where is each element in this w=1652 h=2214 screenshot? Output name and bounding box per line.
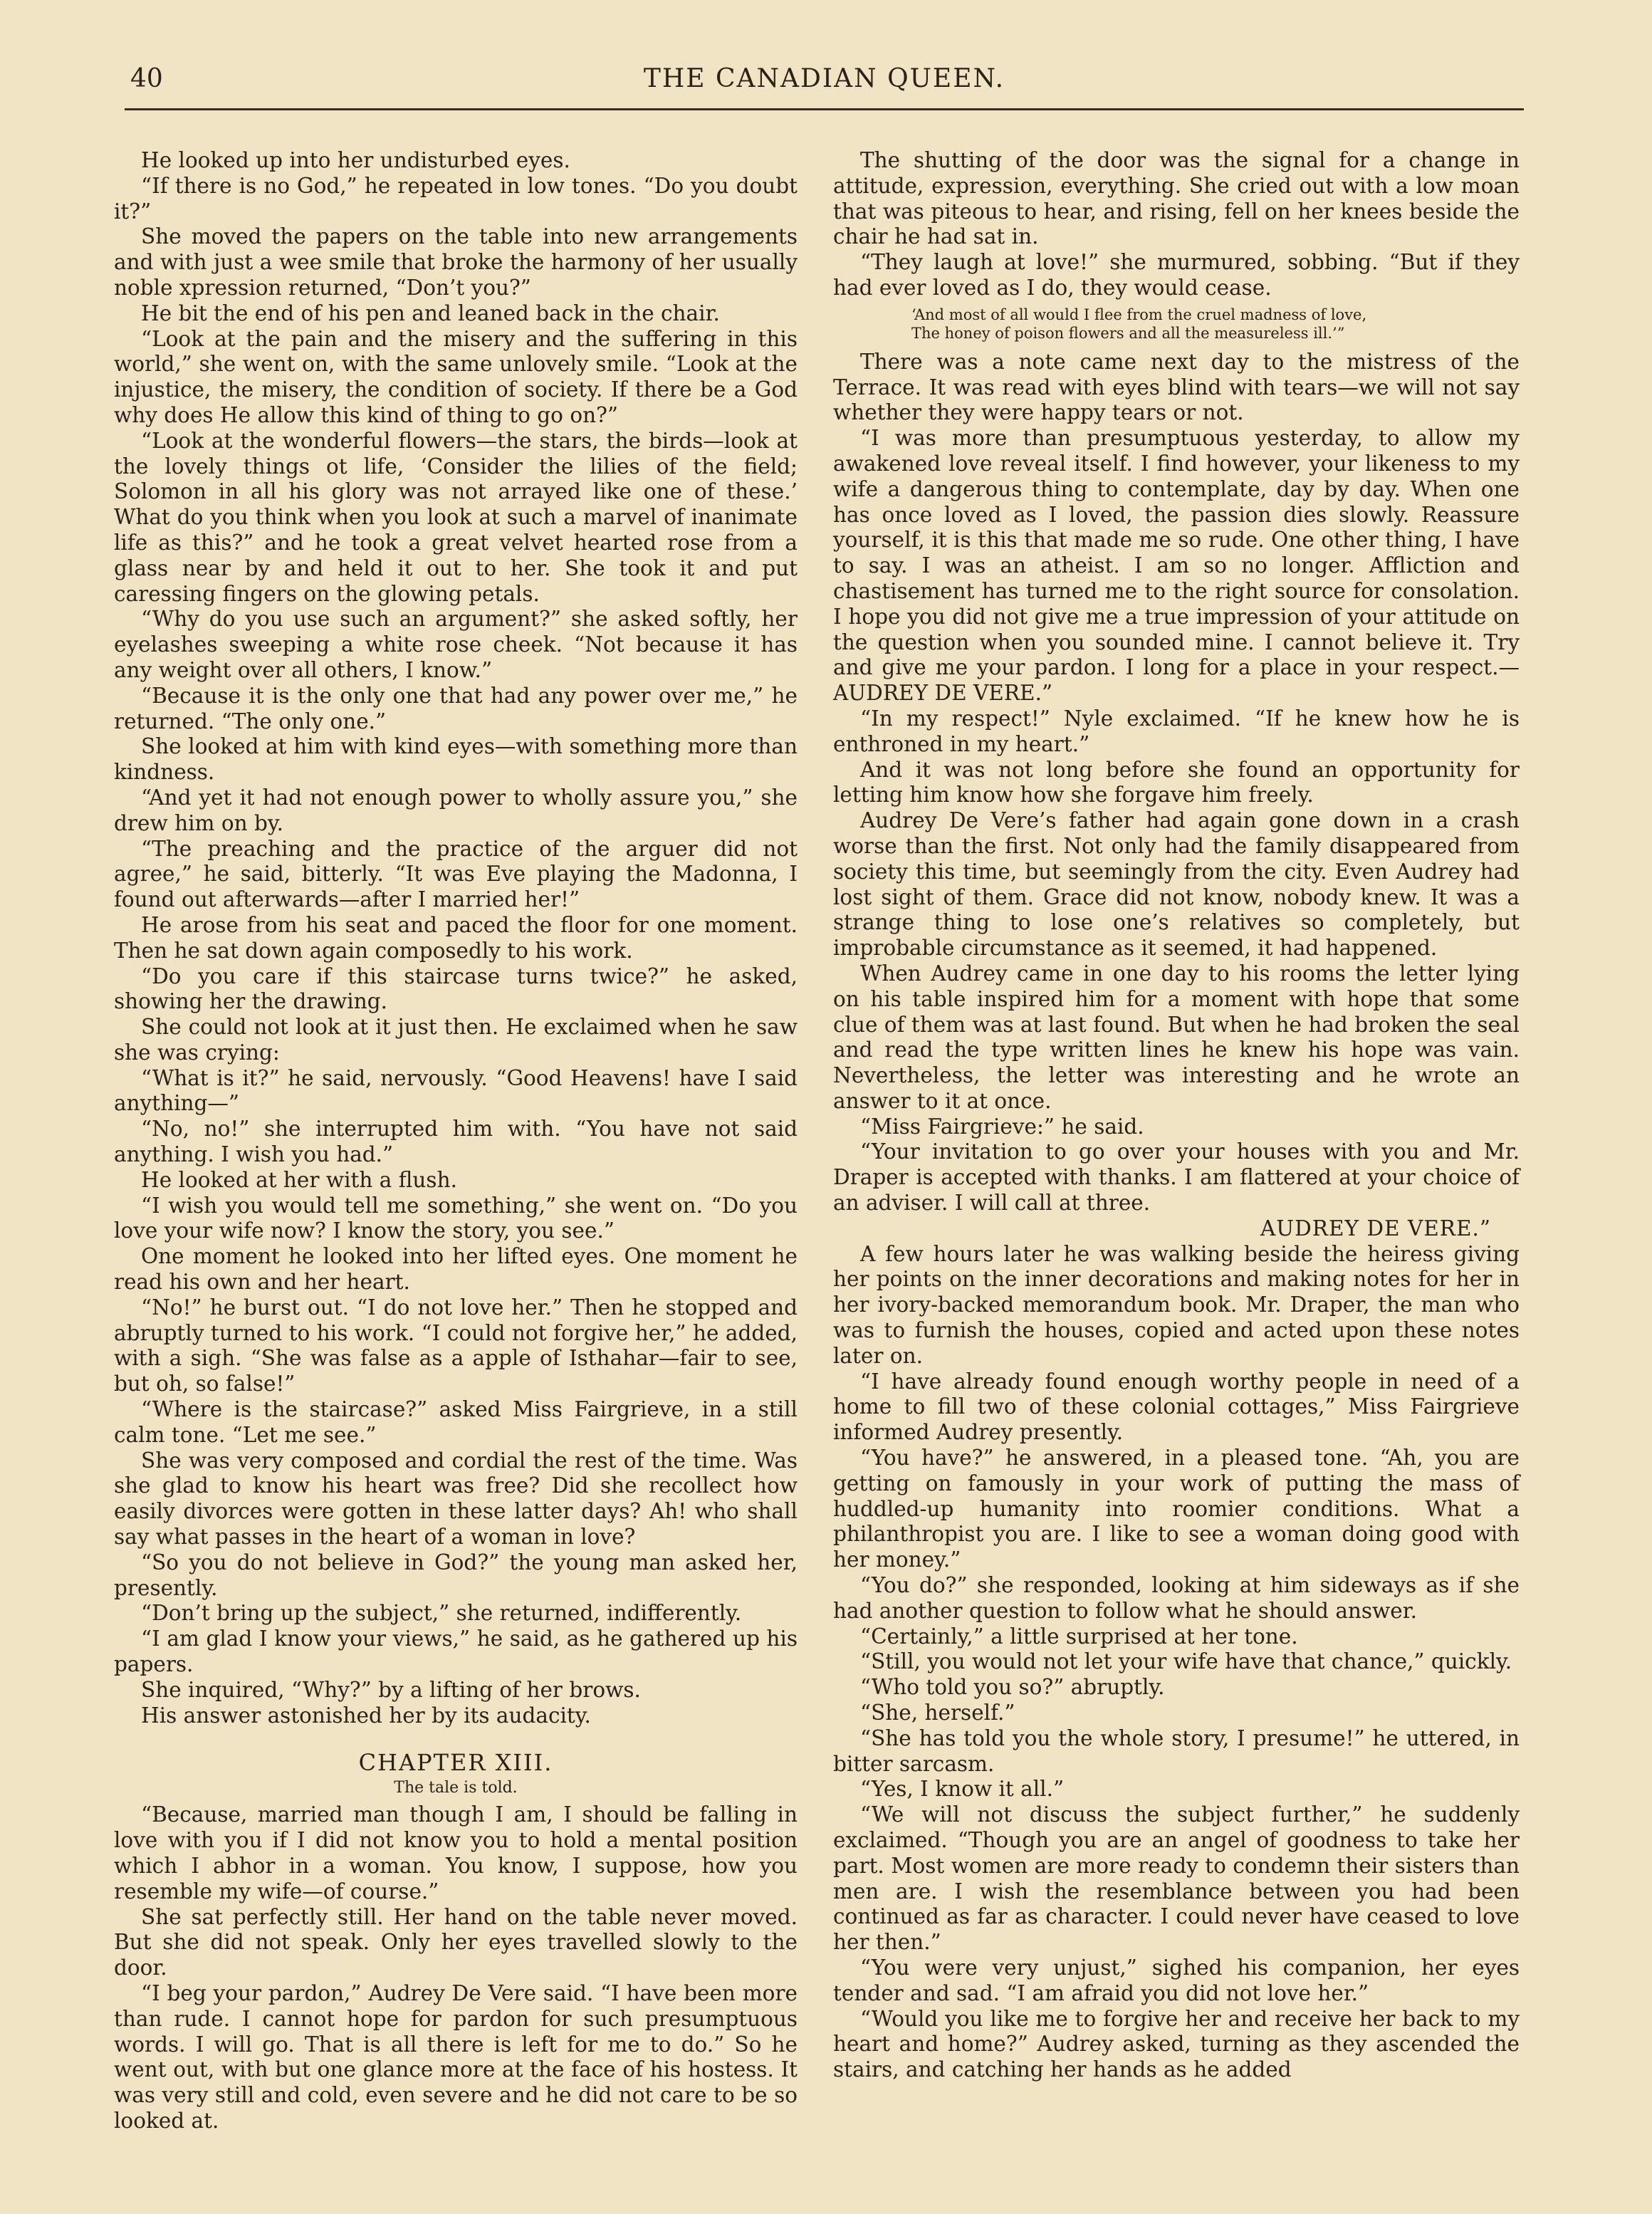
paragraph: “Miss Fairgrieve:” he said. (860, 1114, 1144, 1139)
letter-signature: AUDREY DE VERE.” (1260, 1216, 1491, 1241)
paragraph: “I wish you would tell me something,” she went on. “Do you love your wife now? I know the story, you see.” (114, 1193, 798, 1243)
paragraph: “I beg your pardon,” Audrey De Vere said. “I have been more than rude. I cannot hope for pardon for such presumptuous words. I will go. That is all there is left for me to do.” So he went out, with but one glance more at the face of his hostess. It was very still and cold, even severe and he did not care to be so looked at. (114, 1980, 798, 2133)
paragraph: “In my respect!” Nyle exclaimed. “If he knew how he is enthroned in my heart.” (833, 706, 1520, 756)
running-title: THE CANADIAN QUEEN. (643, 64, 1005, 93)
paragraph: One moment he looked into her lifted eyes. One moment he read his own and her heart. (114, 1244, 798, 1295)
paragraph: “Because, married man though I am, I should be falling in love with you if I did not know you to hold a mental position which I abhor in a woman. You know, I suppose, how you resemble my wife—of course.” (114, 1802, 798, 1904)
verse-quote (833, 306, 1520, 343)
paragraph: “She, herself.” (860, 1701, 1015, 1725)
paragraph: When Audrey came in one day to his rooms the letter lying on his table inspired him for a moment with hope that some clue of them was at last found. But when he had broken the seal and read the type written lines he knew his hope was vain. Nevertheless, the letter was interesting and he wrote an answer to it at once. (833, 961, 1520, 1113)
paragraph: “The preaching and the practice of the arguer did not agree,” he said, bitterly. “It was Eve playing the Madonna, I found out afterwards—after I married her!” (114, 836, 798, 912)
left-column (114, 148, 798, 2134)
paragraph: She inquired, “Why?” by a lifting of her brows. (141, 1677, 641, 1702)
paragraph: He looked up into her undisturbed eyes. (141, 148, 570, 172)
paragraph: “And yet it had not enough power to wholly assure you,” she drew him on by. (114, 785, 798, 835)
paragraph: She could not look at it just then. He exclaimed when he saw she was crying: (114, 1015, 798, 1065)
paragraph: Audrey De Vere’s father had again gone down in a crash worse than the first. Not only had the family disappeared from society this time, but seemingly from the city. Even Audrey had lost sight of them. Grace did not know, nobody knew. It was a strange thing to lose one’s relatives so completely, but improbable circumstance as it seemed, it had happened. (833, 808, 1520, 961)
paragraph: His answer astonished her by its audacity. (141, 1703, 591, 1728)
paragraph: She looked at him with kind eyes—with something more than kindness. (114, 734, 798, 785)
paragraph: “I am glad I know your views,” he said, as he gathered up his papers. (114, 1626, 798, 1677)
paragraph: “Yes, I know it all.” (860, 1777, 1065, 1802)
paragraph: “Don’t bring up the subject,” she returned, indifferently. (141, 1601, 742, 1626)
paragraph: “Where is the staircase?” asked Miss Fairgrieve, in a still calm tone. “Let me see.” (114, 1397, 798, 1447)
paragraph: “I have already found enough worthy people in need of a home to fill two of these colonial cottages,” Miss Fairgrieve informed Audrey presently. (833, 1369, 1520, 1445)
paragraph: He looked at her with a flush. (141, 1167, 457, 1192)
paragraph: “Who told you so?” abruptly. (860, 1675, 1165, 1700)
paragraph: “Look at the wonderful flowers—the stars, the birds—look at the lovely things ot life, ‘Consider the lilies of the field; Solomon in all his glory was not arrayed like one of these.’ What do you think when you look at such a marvel of inanimate life as this?” and he took a great velvet hearted rose from a glass near by and held it out to her. She took it and put caressing fingers on the glowing petals. (114, 428, 798, 606)
paragraph: “You do?” she responded, looking at him sideways as if she had another question to follow what he should answer. (833, 1573, 1520, 1623)
right-column (833, 148, 1520, 2083)
paragraph: The shutting of the door was the signal for a change in attitude, expression, everything. She cried out with a low moan that was piteous to hear, and rising, fell on her knees beside the chair he had sat in. (833, 148, 1520, 249)
paragraph: “They laugh at love!” she murmured, sobbing. “But if they had ever loved as I do, they would cease. (833, 250, 1520, 300)
paragraph: “If there is no God,” he repeated in low tones. “Do you doubt it?” (114, 173, 798, 224)
paragraph: He bit the end of his pen and leaned back in the chair. (141, 301, 720, 325)
verse-line: The honey of poison flowers and all the measureless ill.’” (911, 324, 1345, 342)
paragraph: “We will not discuss the subject further,” he suddenly exclaimed. “Though you are an angel of goodness to take her part. Most women are more ready to condemn their sisters than men are. I wish the resemblance between you had been continued as far as character. I could never have ceased to love her then.” (833, 1802, 1520, 1955)
paragraph: “Would you like me to forgive her and receive her back to my heart and home?” Audrey asked, turning as they ascended the stairs, and catching her hands as he added (833, 2006, 1520, 2082)
paragraph: “Because it is the only one that had any power over me,” he returned. “The only one.” (114, 683, 798, 733)
paragraph: She sat perfectly still. Her hand on the table never moved. But she did not speak. Only her eyes travelled slowly to the door. (114, 1904, 798, 1980)
paragraph: She moved the papers on the table into new arrangements and with just a wee smile that broke the harmony of her usually noble xpression returned, “Don’t you?” (114, 224, 798, 300)
chapter-subtitle: The tale is told. (394, 1779, 518, 1797)
paragraph: “You have?” he answered, in a pleased tone. “Ah, you are getting on famously in your work of putting the mass of huddled-up humanity into roomier conditions. What a philanthropist you are. I like to see a woman doing good with her money.” (833, 1446, 1520, 1572)
paragraph: “No!” he burst out. “I do not love her.” Then he stopped and abruptly turned to his work. “I could not forgive her,” he added, with a sigh. “She was false as a apple of Isthahar—fair to see, but oh, so false!” (114, 1295, 798, 1396)
paragraph: He arose from his seat and paced the floor for one moment. Then he sat down again composedly to his work. (114, 912, 798, 963)
paragraph: “Look at the pain and the misery and the suffering in this world,” she went on, with the same unlovely smile. “Look at the injustice, the misery, the condition of society. If there be a God why does He allow this kind of thing to go on?” (114, 326, 798, 427)
paragraph: There was a note came next day to the mistress of the Terrace. It was read with eyes blind with tears—we will not say whether they were happy tears or not. (833, 349, 1520, 425)
paragraph: “You were very unjust,” sighed his companion, her eyes tender and sad. “I am afraid you did not love her.” (833, 1955, 1520, 2005)
paragraph: A few hours later he was walking beside the heiress giving her points on the inner decorations and making notes for her in her ivory-backed memorandum book. Mr. Draper, the man who was to furnish the houses, copied and acted upon these notes later on. (833, 1241, 1520, 1368)
letter-paragraph: “I was more than presumptuous yesterday, to allow my awakened love reveal itself. I find however, your likeness to my wife a dangerous thing to contemplate, day by day. When one has once loved as I loved, the passion dies slowly. Reassure yourself, it is this that made me so rude. One other thing, I have to say. I was an atheist. I am so no longer. Affliction and chastisement has turned me to the right source for consolation. I hope you did not give me a true impression of your attitude on the question when you sounded mine. I cannot believe it. Try and give me your pardon. I long for a place in your respect.—AUDREY DE VERE.” (833, 426, 1520, 706)
paragraph: “Still, you would not let your wife have that chance,” quickly. (860, 1649, 1512, 1674)
paragraph: “She has told you the whole story, I presume!” he uttered, in bitter sarcasm. (833, 1725, 1520, 1776)
paragraph: “Certainly,” a little surprised at her tone. (860, 1624, 1298, 1649)
paragraph: “No, no!” she interrupted him with. “You have not said anything. I wish you had.” (114, 1117, 798, 1167)
chapter-heading: CHAPTER XIII. (358, 1749, 553, 1777)
verse-line: ‘And most of all would I flee from the cruel madness of love, (911, 306, 1367, 323)
page-header (125, 60, 1524, 103)
letter-paragraph: “Your invitation to go over your houses with you and Mr. Draper is accepted with thanks. I am flattered at your choice of an adviser. I will call at three. (833, 1139, 1520, 1216)
paragraph: She was very composed and cordial the rest of the time. Was she glad to know his heart was free? Did she recollect how easily divorces were gotten in these latter days? Ah! who shall say what passes in the heart of a woman in love? (114, 1448, 798, 1550)
paragraph: And it was not long before she found an opportunity for letting him know how she forgave him freely. (833, 757, 1520, 808)
paragraph: “Do you care if this staircase turns twice?” he asked, showing her the drawing. (114, 964, 798, 1014)
page-number: 40 (130, 64, 163, 93)
header-rule (125, 108, 1524, 110)
paragraph: “So you do not believe in God?” the young man asked her, presently. (114, 1550, 798, 1600)
paragraph: “What is it?” he said, nervously. “Good Heavens! have I said anything—” (114, 1065, 798, 1116)
paragraph: “Why do you use such an argument?” she asked softly, her eyelashes sweeping a white rose cheek. “Not because it has any weight over all others, I know.” (114, 607, 798, 682)
